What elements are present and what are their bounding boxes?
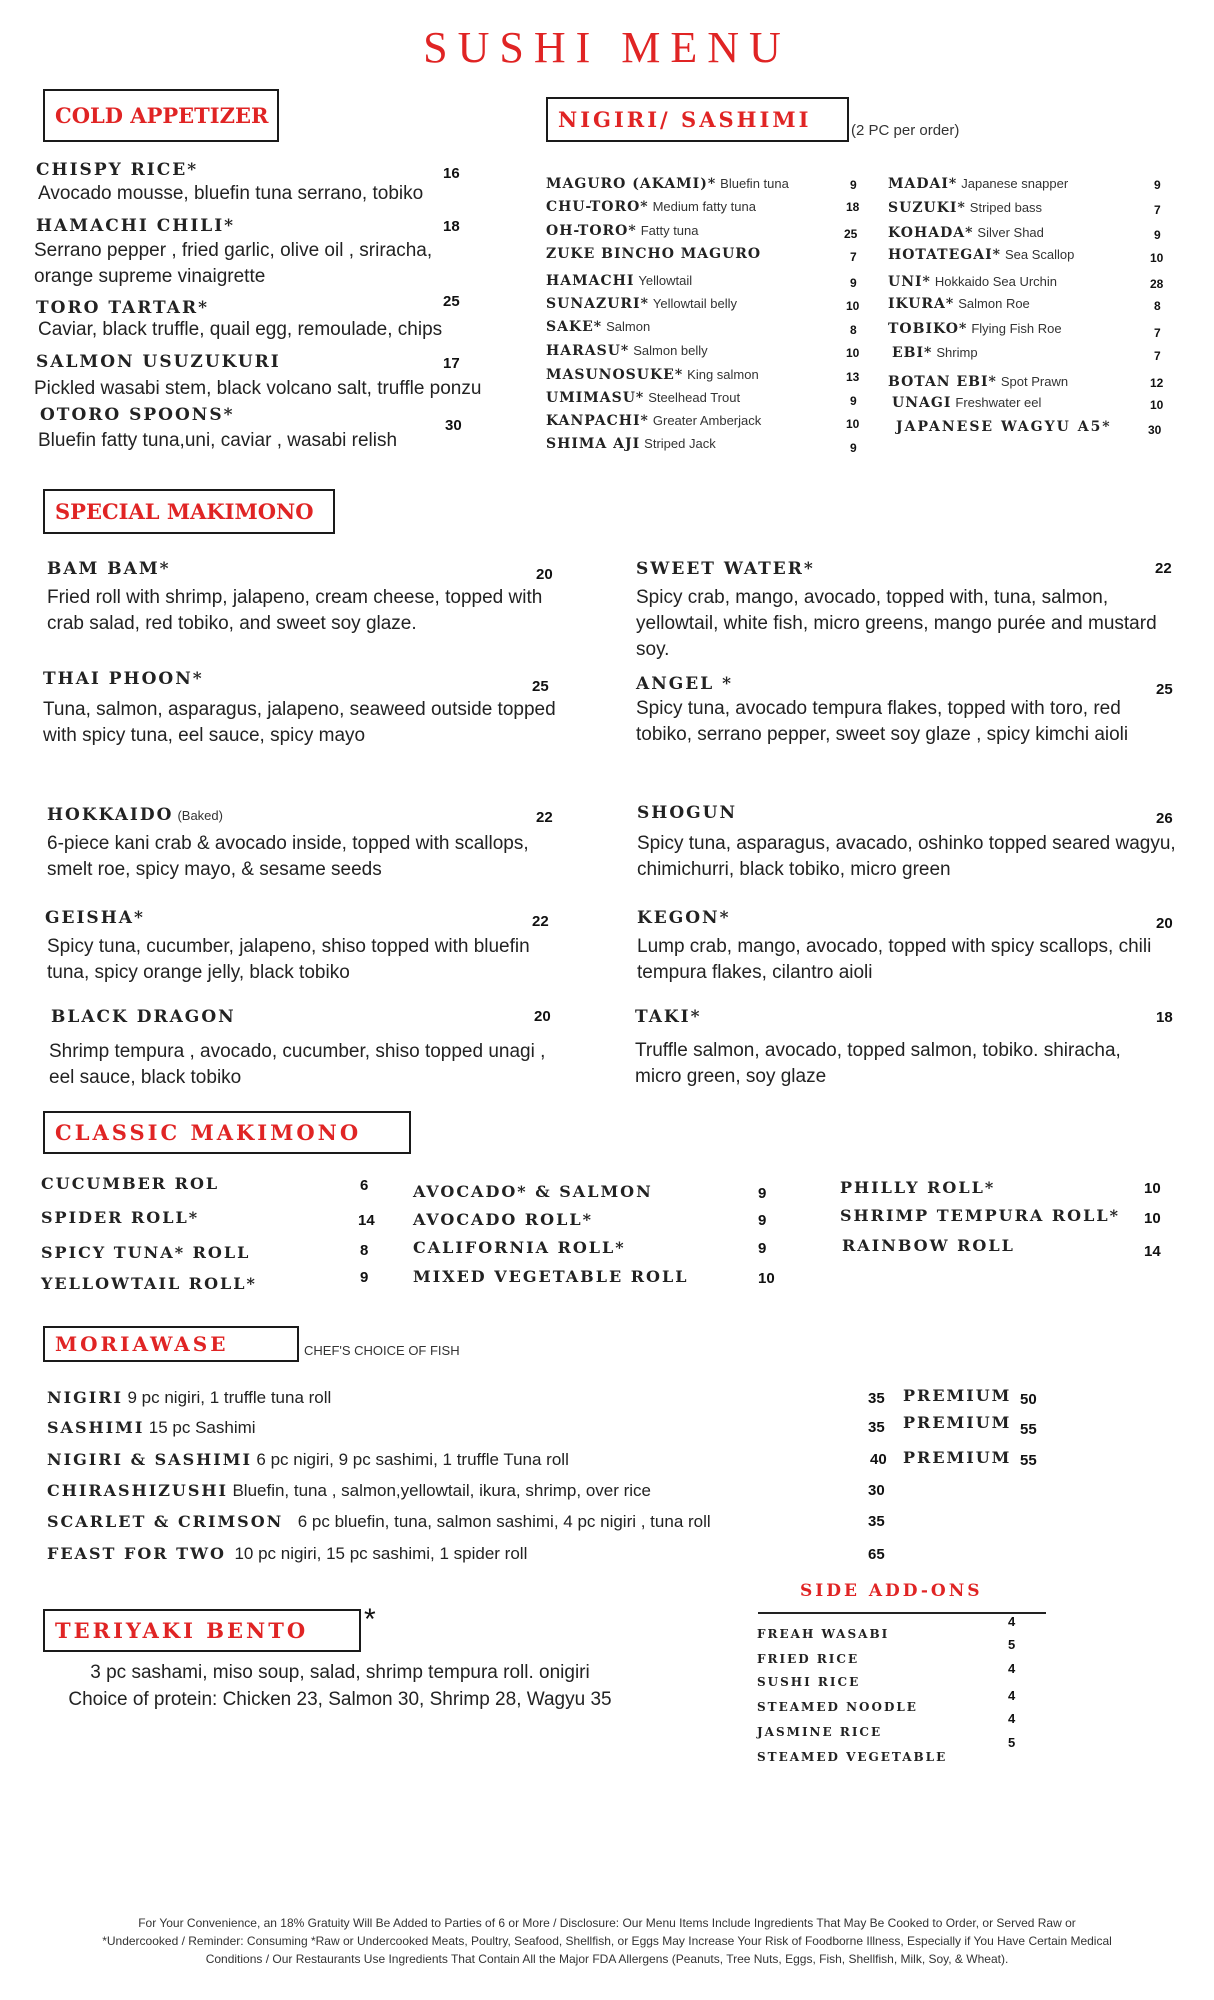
item-price: 10 — [1150, 398, 1164, 412]
item-desc: Bluefin, tuna , salmon,yellowtail, ikura, shrimp, over rice — [232, 1481, 652, 1500]
item-price: 12 — [1150, 376, 1164, 390]
item-sub: Striped bass — [969, 200, 1043, 215]
item-name: ANGEL * — [636, 674, 733, 694]
nigiri-item — [546, 318, 650, 336]
item-name: STEAMED NOODLE — [757, 1700, 918, 1714]
nigiri-item — [888, 224, 1044, 242]
item-sub: Freshwater eel — [955, 395, 1042, 410]
item-sub: Salmon — [606, 319, 651, 334]
item-price: 40 — [870, 1451, 887, 1468]
item-price: 8 — [850, 323, 857, 337]
item-desc: 6 pc bluefin, tuna, salmon sashimi, 4 pc nigiri , tuna roll — [297, 1512, 711, 1531]
item-price: 18 — [443, 218, 460, 235]
item-price: 7 — [1154, 326, 1161, 340]
item-price: 9 — [360, 1269, 369, 1286]
item-sub: Fatty tuna — [640, 223, 699, 238]
item-name: MAGURO (AKAMI)* — [546, 176, 717, 192]
item-sub: Shrimp — [936, 345, 978, 360]
item-desc: Serrano pepper , fried garlic, olive oil , sriracha, orange supreme vinaigrette — [34, 240, 433, 287]
item-name: IKURA* — [888, 296, 955, 312]
item-name: NIGIRI — [47, 1388, 124, 1407]
item-desc: 15 pc Sashimi — [148, 1418, 256, 1437]
item-name: SHOGUN — [637, 803, 738, 823]
item-name: TOBIKO* — [888, 321, 968, 337]
moriawase-item — [47, 1447, 569, 1473]
item-name: SWEET WATER* — [636, 559, 815, 579]
moriawase-item — [47, 1478, 651, 1504]
premium-label: PREMIUM — [903, 1386, 1012, 1405]
item-desc: Spicy tuna, asparagus, avacado, oshinko topped seared wagyu, chimichurri, black tobiko, micro green — [637, 833, 1176, 880]
item-name: BOTAN EBI* — [888, 374, 997, 390]
item-name: HAMACHI — [546, 273, 635, 289]
nigiri-item — [546, 245, 765, 263]
item-name: UMIMASU* — [546, 390, 645, 406]
item-price: 18 — [846, 200, 860, 214]
item-sub: Sea Scallop — [1004, 247, 1075, 262]
item-price: 10 — [758, 1270, 775, 1287]
item-sub: Flying Fish Roe — [971, 321, 1062, 336]
item-price: 8 — [360, 1242, 369, 1259]
item-price: 14 — [358, 1212, 375, 1229]
item-price: 25 — [844, 227, 858, 241]
item-price: 20 — [534, 1008, 551, 1025]
item-name: KANPACHI* — [546, 413, 649, 429]
page-title: SUSHI MENU — [423, 23, 791, 72]
item-name: GEISHA* — [45, 908, 145, 928]
premium-price: 55 — [1020, 1421, 1037, 1438]
nigiri-sashimi-header: NIGIRI/ SASHIMI — [546, 97, 849, 142]
item-name: OTORO SPOONS* — [40, 405, 235, 425]
item-price: 10 — [1150, 251, 1164, 265]
nigiri-item — [888, 273, 1057, 291]
item-price: 4 — [1008, 1614, 1016, 1629]
item-name: KEGON* — [637, 908, 731, 928]
nigiri-item — [888, 373, 1068, 391]
item-name: SPIDER ROLL* — [41, 1208, 200, 1227]
item-sub: Medium fatty tuna — [652, 199, 756, 214]
special-makimono-header: SPECIAL MAKIMONO — [43, 489, 335, 534]
item-price: 16 — [443, 165, 460, 182]
item-price: 7 — [1154, 349, 1161, 363]
item-sub: Striped Jack — [644, 436, 716, 451]
item-sub: Greater Amberjack — [652, 413, 762, 428]
item-desc: 6 pc nigiri, 9 pc sashimi, 1 truffle Tuna roll — [256, 1450, 569, 1469]
item-name: CHIRASHIZUSHI — [47, 1481, 228, 1500]
item-sub: Japanese snapper — [961, 176, 1069, 191]
item-name: CHISPY RICE* — [36, 160, 199, 180]
item-price: 22 — [536, 809, 553, 826]
item-price: 9 — [1154, 178, 1161, 192]
item-price: 10 — [846, 299, 860, 313]
item-price: 17 — [443, 355, 460, 372]
item-name: MASUNOSUKE* — [546, 367, 684, 383]
item-price: 5 — [1008, 1735, 1016, 1750]
item-price: 30 — [1148, 423, 1162, 437]
item-sub: Silver Shad — [977, 225, 1044, 240]
item-name: CALIFORNIA ROLL* — [413, 1238, 626, 1257]
item-price: 9 — [850, 441, 857, 455]
item-price: 25 — [532, 678, 549, 695]
item-price: 9 — [1154, 228, 1161, 242]
item-name: RAINBOW ROLL — [842, 1236, 1015, 1255]
moriawase-note: CHEF'S CHOICE OF FISH — [304, 1343, 460, 1358]
item-name: ZUKE BINCHO MAGURO — [546, 246, 762, 262]
item-name: TORO TARTAR* — [36, 298, 209, 318]
item-price: 10 — [846, 417, 860, 431]
item-desc: 9 pc nigiri, 1 truffle tuna roll — [127, 1388, 332, 1407]
item-price: 35 — [868, 1513, 885, 1530]
item-price: 9 — [850, 178, 857, 192]
item-price: 10 — [1144, 1210, 1161, 1227]
item-desc: Spicy tuna, cucumber, jalapeno, shiso topped with bluefin tuna, spicy orange jelly, black tobiko — [47, 936, 530, 983]
nigiri-item — [892, 344, 978, 362]
item-price: 22 — [532, 913, 549, 930]
moriawase-item — [47, 1415, 256, 1441]
premium-label: PREMIUM — [903, 1448, 1012, 1467]
item-name: HOKKAIDO — [47, 805, 174, 825]
item-price: 6 — [360, 1177, 369, 1194]
item-sub: King salmon — [687, 367, 759, 382]
item-name: TAKI* — [635, 1007, 702, 1027]
teriyaki-line-1: 3 pc sashami, miso soup, salad, shrimp tempura roll. onigiri — [90, 1662, 590, 1683]
item-price: 9 — [850, 394, 857, 408]
item-name: JAPANESE WAGYU A5* — [896, 419, 1112, 435]
item-name: HOTATEGAI* — [888, 247, 1001, 263]
item-desc: 10 pc nigiri, 15 pc sashimi, 1 spider roll — [234, 1544, 528, 1563]
side-addons-header: SIDE ADD-ONS — [800, 1581, 983, 1601]
item-price: 7 — [850, 250, 857, 264]
item-name: CUCUMBER ROL — [41, 1174, 220, 1193]
item-desc: Shrimp tempura , avocado, cucumber, shiso topped unagi , eel sauce, black tobiko — [49, 1041, 546, 1088]
item-name: SASHIMI — [47, 1418, 145, 1437]
nigiri-item — [546, 198, 756, 216]
nigiri-item — [546, 295, 737, 313]
item-name: KOHADA* — [888, 225, 974, 241]
moriawase-item — [47, 1541, 527, 1567]
item-price: 18 — [1156, 1009, 1173, 1026]
item-name: JASMINE RICE — [757, 1725, 883, 1739]
item-sub: Bluefin tuna — [720, 176, 789, 191]
item-price: 22 — [1155, 560, 1172, 577]
item-name: NIGIRI & SASHIMI — [47, 1450, 252, 1469]
item-price: 35 — [868, 1390, 885, 1407]
item-name: SCARLET & CRIMSON — [47, 1512, 284, 1531]
item-price: 25 — [1156, 681, 1173, 698]
moriawase-header: MORIAWASE — [43, 1326, 299, 1362]
item-price: 10 — [846, 346, 860, 360]
nigiri-item — [888, 295, 1030, 313]
nigiri-item — [546, 435, 716, 453]
item-name: FREAH WASABI — [757, 1627, 890, 1641]
nigiri-item — [888, 320, 1062, 338]
item-name: AVOCADO* & SALMON — [413, 1182, 653, 1201]
item-name: HARASU* — [546, 343, 630, 359]
item-price: 28 — [1150, 277, 1164, 291]
item-sub: (Baked) — [177, 808, 223, 823]
item-price: 9 — [758, 1240, 767, 1257]
moriawase-item — [47, 1385, 331, 1411]
item-price: 20 — [1156, 915, 1173, 932]
item-name: THAI PHOON* — [43, 669, 204, 689]
item-price: 4 — [1008, 1711, 1016, 1726]
item-price: 7 — [1154, 203, 1161, 217]
footer-disclaimer: For Your Convenience, an 18% Gratuity Will Be Added to Parties of 6 or More / Disclosure: Our Menu Items Include Ingredients That May Be Cooked to Order, or Served Raw or *Undercooked / Reminder: Consuming *Raw or Undercooked Meats, Poultry, Seafood, Shellfish, or Eggs May Increase Your Risk of Foodborne Illness, Especially if You Have Certain Medical Conditions / Our Restaurants Use Ingredients That Contain All the Major FDA Allergens (Peanuts, Tree Nuts, Eggs, Fish, Shellfish, Milk, Soy, & Wheat). — [102, 1916, 1112, 1966]
item-desc: Caviar, black truffle, quail egg, remoulade, chips — [38, 319, 443, 340]
premium-price: 50 — [1020, 1391, 1037, 1408]
item-name: AVOCADO ROLL* — [413, 1210, 593, 1229]
item-desc: Avocado mousse, bluefin tuna serrano, tobiko — [38, 183, 424, 204]
nigiri-item — [888, 199, 1042, 217]
nigiri-item — [546, 175, 789, 193]
moriawase-item — [47, 1509, 711, 1535]
item-price: 4 — [1008, 1688, 1016, 1703]
item-name: PHILLY ROLL* — [840, 1178, 996, 1197]
item-desc: Tuna, salmon, asparagus, jalapeno, seaweed outside topped with spicy tuna, eel sauce, spicy mayo — [43, 699, 556, 746]
nigiri-item — [546, 222, 699, 240]
item-name: UNI* — [888, 274, 931, 290]
item-name: SUNAZURI* — [546, 296, 649, 312]
item-price: 30 — [445, 417, 462, 434]
item-name: SPICY TUNA* ROLL — [41, 1243, 251, 1262]
item-name: SUZUKI* — [888, 200, 966, 216]
item-sub: Salmon Roe — [958, 296, 1030, 311]
nigiri-item — [546, 389, 740, 407]
item-price: 8 — [1154, 299, 1161, 313]
item-desc: Pickled wasabi stem, black volcano salt, truffle ponzu — [34, 378, 482, 399]
asterisk-icon: * — [364, 1603, 376, 1636]
item-desc: Truffle salmon, avocado, topped salmon, tobiko. shiracha, micro green, soy glaze — [635, 1040, 1121, 1087]
item-name: MADAI* — [888, 176, 958, 192]
item-name: CHU-TORO* — [546, 199, 649, 215]
item-sub: Yellowtail belly — [652, 296, 737, 311]
item-price: 13 — [846, 370, 860, 384]
item-name: SHIMA AJI — [546, 436, 641, 452]
item-name: FEAST FOR TWO — [47, 1544, 226, 1563]
item-name: SHRIMP TEMPURA ROLL* — [840, 1206, 1120, 1225]
classic-makimono-header: CLASSIC MAKIMONO — [43, 1111, 411, 1154]
item-desc: Spicy crab, mango, avocado, topped with, tuna, salmon, yellowtail, white fish, micro greens, mango purée and mustard soy. — [636, 587, 1157, 660]
teriyaki-bento-header: TERIYAKI BENTO — [43, 1609, 361, 1652]
item-sub: Hokkaido Sea Urchin — [934, 274, 1058, 289]
nigiri-item — [888, 175, 1068, 193]
item-price: 65 — [868, 1546, 885, 1563]
item-name: HAMACHI CHILI* — [36, 216, 236, 236]
item-sub: Spot Prawn — [1000, 374, 1069, 389]
nigiri-item — [888, 246, 1074, 264]
item-sub: Yellowtail — [638, 273, 693, 288]
cold-appetizer-header: COLD APPETIZER — [43, 89, 279, 142]
item-name: MIXED VEGETABLE ROLL — [413, 1267, 689, 1286]
teriyaki-line-2: Choice of protein: Chicken 23, Salmon 30, Shrimp 28, Wagyu 35 — [68, 1689, 612, 1710]
item-price: 9 — [758, 1212, 767, 1229]
nigiri-item — [546, 272, 692, 290]
item-name: SUSHI RICE — [757, 1675, 861, 1689]
item-name: YELLOWTAIL ROLL* — [41, 1274, 257, 1293]
premium-label: PREMIUM — [903, 1413, 1012, 1432]
item-desc: Fried roll with shrimp, jalapeno, cream cheese, topped with crab salad, red tobiko, and sweet soy glaze. — [47, 587, 543, 634]
nigiri-note: (2 PC per order) — [851, 122, 960, 139]
item-name: EBI* — [892, 345, 933, 361]
item-price: 26 — [1156, 810, 1173, 827]
nigiri-item — [892, 394, 1041, 412]
item-price: 20 — [536, 566, 553, 583]
item-price: 10 — [1144, 1180, 1161, 1197]
premium-price: 55 — [1020, 1452, 1037, 1469]
item-desc: 6-piece kani crab & avocado inside, topped with scallops, smelt roe, spicy mayo, & sesame seeds — [47, 833, 529, 880]
item-desc: Spicy tuna, avocado tempura flakes, topped with toro, red tobiko, serrano pepper, sweet soy glaze , spicy kimchi aioli — [636, 698, 1129, 745]
item-price: 5 — [1008, 1637, 1016, 1652]
item-name: UNAGI — [892, 395, 952, 411]
nigiri-item — [546, 342, 708, 360]
item-sub: Steelhead Trout — [648, 390, 741, 405]
item-name: SAKE* — [546, 319, 603, 335]
item-price: 9 — [850, 276, 857, 290]
item-price: 35 — [868, 1419, 885, 1436]
item-price: 25 — [443, 293, 460, 310]
item-desc: Lump crab, mango, avocado, topped with spicy scallops, chili tempura flakes, cilantro aioli — [637, 936, 1152, 983]
item-title — [47, 805, 223, 825]
item-price: 14 — [1144, 1243, 1161, 1260]
item-name: OH-TORO* — [546, 223, 637, 239]
item-desc: Bluefin fatty tuna,uni, caviar , wasabi relish — [38, 430, 398, 451]
item-name: SALMON USUZUKURI — [36, 352, 281, 372]
item-sub: Salmon belly — [633, 343, 708, 358]
item-name: BLACK DRAGON — [51, 1007, 236, 1027]
item-name: BAM BAM* — [47, 559, 171, 579]
item-name: FRIED RICE — [757, 1652, 860, 1666]
item-name: STEAMED VEGETABLE — [757, 1750, 948, 1764]
nigiri-item — [546, 366, 759, 384]
item-price: 9 — [758, 1185, 767, 1202]
item-price: 4 — [1008, 1661, 1016, 1676]
nigiri-item — [546, 412, 761, 430]
item-price: 30 — [868, 1482, 885, 1499]
nigiri-item — [896, 418, 1112, 436]
side-addons-divider — [758, 1612, 1046, 1614]
